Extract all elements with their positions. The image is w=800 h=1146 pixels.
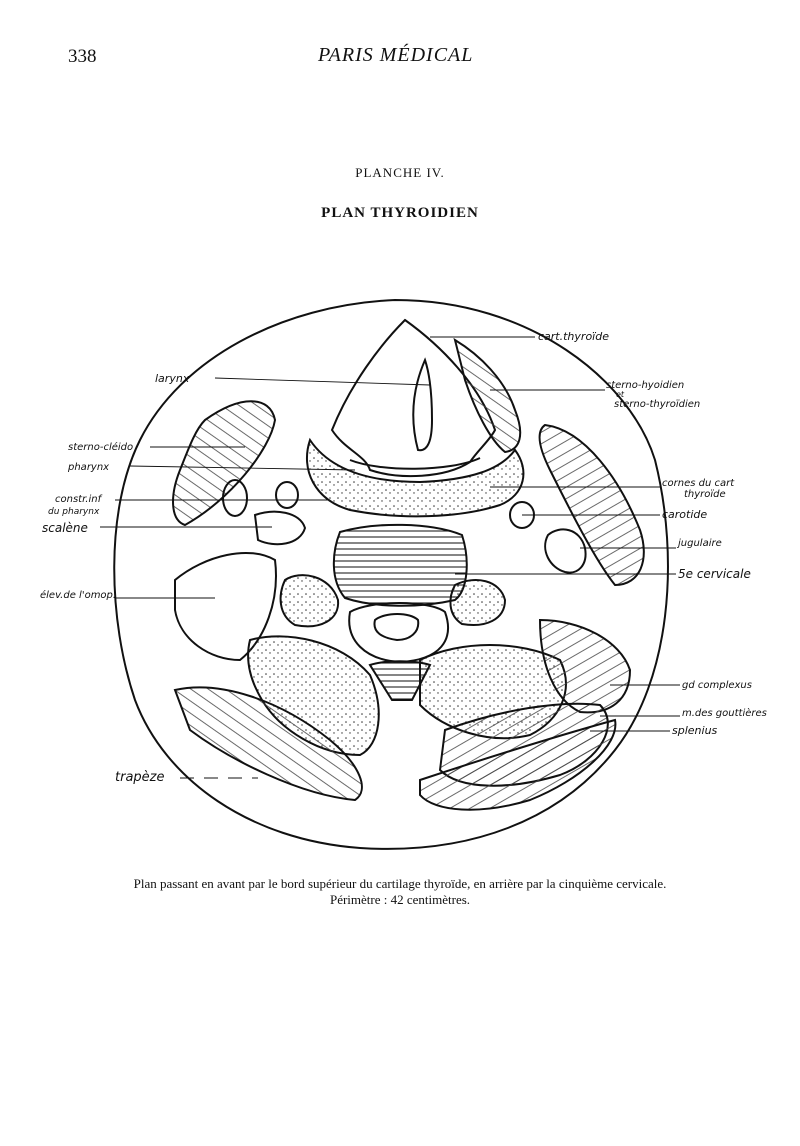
transverse-process-left <box>281 575 339 626</box>
label-trapeze: trapèze <box>115 770 165 785</box>
label-elev-omop: élev.de l'omop. <box>40 590 117 601</box>
spinal-cord <box>374 614 418 640</box>
scalene-left <box>255 512 305 545</box>
carotid-left <box>276 482 298 508</box>
jugular-right <box>545 529 585 572</box>
caption-line-1: Plan passant en avant par le bord supérieur du cartilage thyroïde, en arrière par la cinquième cervicale. <box>133 876 667 891</box>
label-larynx: larynx <box>155 372 190 385</box>
label-sterno-cleido: sterno-cléido <box>68 442 134 453</box>
label-5e-cervicale: 5e cervicale <box>678 567 751 581</box>
running-head: PARIS MÉDICAL <box>318 44 474 66</box>
plate-title: PLAN THYROIDIEN <box>321 205 479 221</box>
label-carotide: carotide <box>662 508 708 521</box>
label-cornes-du-cart: cornes du cart <box>662 478 735 489</box>
label-gd-complexus: gd complexus <box>682 680 752 691</box>
figure-caption <box>40 876 760 908</box>
label-jugulaire: jugulaire <box>678 538 722 549</box>
label-sterno-hyoidien: sterno-hyoidien <box>606 380 685 391</box>
page-number: 338 <box>68 46 97 67</box>
transverse-process-right <box>450 580 505 625</box>
label-pharynx: pharynx <box>68 462 110 473</box>
label-m-des-gouttieres: m.des gouttières <box>682 708 767 719</box>
label-constr-inf: constr.inf <box>55 494 102 505</box>
label-cart-thyroide: cart.thyroïde <box>538 330 609 343</box>
label-thyroide: thyroïde <box>684 489 726 500</box>
label-du-pharynx: du pharynx <box>48 507 100 517</box>
label-sterno-thyroidien: sterno-thyroïdien <box>614 399 701 410</box>
vertebral-body <box>334 525 467 606</box>
label-et: et <box>616 390 625 399</box>
label-scalene: scalène <box>42 521 88 535</box>
caption-line-2: Périmètre : 42 centimètres. <box>329 892 471 907</box>
label-splenius: splenius <box>672 724 718 737</box>
plate-label: PLANCHE IV. <box>355 165 445 180</box>
